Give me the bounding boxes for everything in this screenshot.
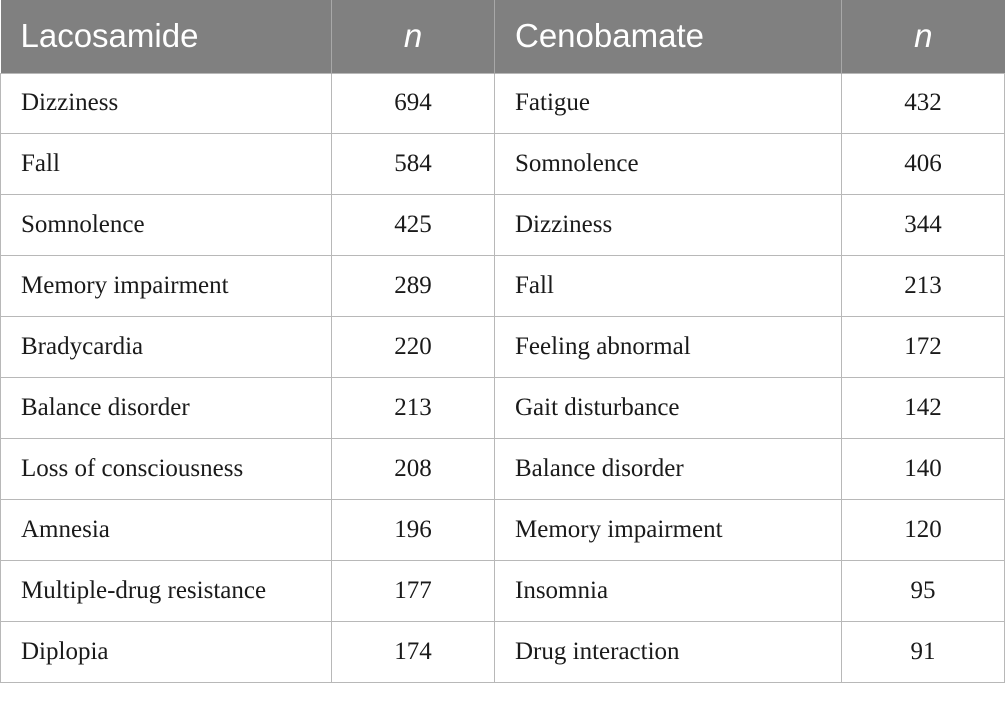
cenobamate-event-cell: Fall [495,255,842,316]
header-lacosamide: Lacosamide [1,0,332,73]
cenobamate-event-cell: Balance disorder [495,438,842,499]
header-cenobamate: Cenobamate [495,0,842,73]
lacosamide-event-cell: Memory impairment [1,255,332,316]
table-row [1,621,1005,682]
lacosamide-event-cell: Multiple-drug resistance [1,560,332,621]
lacosamide-event-cell: Bradycardia [1,316,332,377]
table-row [1,255,1005,316]
table-row [1,499,1005,560]
lacosamide-event-cell: Fall [1,133,332,194]
cenobamate-event-cell: Somnolence [495,133,842,194]
lacosamide-n-cell: 177 [332,560,495,621]
lacosamide-n-cell: 196 [332,499,495,560]
header-cenobamate-n: n [842,0,1005,73]
cenobamate-n-cell: 120 [842,499,1005,560]
lacosamide-event-cell: Balance disorder [1,377,332,438]
cenobamate-event-cell: Fatigue [495,73,842,133]
lacosamide-n-cell: 208 [332,438,495,499]
cenobamate-event-cell: Memory impairment [495,499,842,560]
lacosamide-n-cell: 289 [332,255,495,316]
table-row [1,73,1005,133]
cenobamate-event-cell: Feeling abnormal [495,316,842,377]
lacosamide-event-cell: Amnesia [1,499,332,560]
cenobamate-event-cell: Insomnia [495,560,842,621]
table-row [1,194,1005,255]
cenobamate-event-cell: Drug interaction [495,621,842,682]
lacosamide-event-cell: Loss of consciousness [1,438,332,499]
table-row [1,560,1005,621]
lacosamide-event-cell: Diplopia [1,621,332,682]
cenobamate-n-cell: 344 [842,194,1005,255]
table-row [1,377,1005,438]
cenobamate-event-cell: Gait disturbance [495,377,842,438]
cenobamate-n-cell: 432 [842,73,1005,133]
cenobamate-n-cell: 95 [842,560,1005,621]
table-row [1,133,1005,194]
header-lacosamide-n: n [332,0,495,73]
cenobamate-n-cell: 140 [842,438,1005,499]
cenobamate-n-cell: 172 [842,316,1005,377]
lacosamide-n-cell: 174 [332,621,495,682]
table-header [1,0,1005,73]
lacosamide-event-cell: Dizziness [1,73,332,133]
cenobamate-n-cell: 142 [842,377,1005,438]
table-body [1,73,1005,682]
header-row [1,0,1005,73]
table-row [1,316,1005,377]
lacosamide-n-cell: 694 [332,73,495,133]
cenobamate-event-cell: Dizziness [495,194,842,255]
cenobamate-n-cell: 91 [842,621,1005,682]
lacosamide-event-cell: Somnolence [1,194,332,255]
table-row [1,438,1005,499]
cenobamate-n-cell: 213 [842,255,1005,316]
cenobamate-n-cell: 406 [842,133,1005,194]
lacosamide-n-cell: 220 [332,316,495,377]
lacosamide-n-cell: 584 [332,133,495,194]
lacosamide-n-cell: 213 [332,377,495,438]
lacosamide-n-cell: 425 [332,194,495,255]
